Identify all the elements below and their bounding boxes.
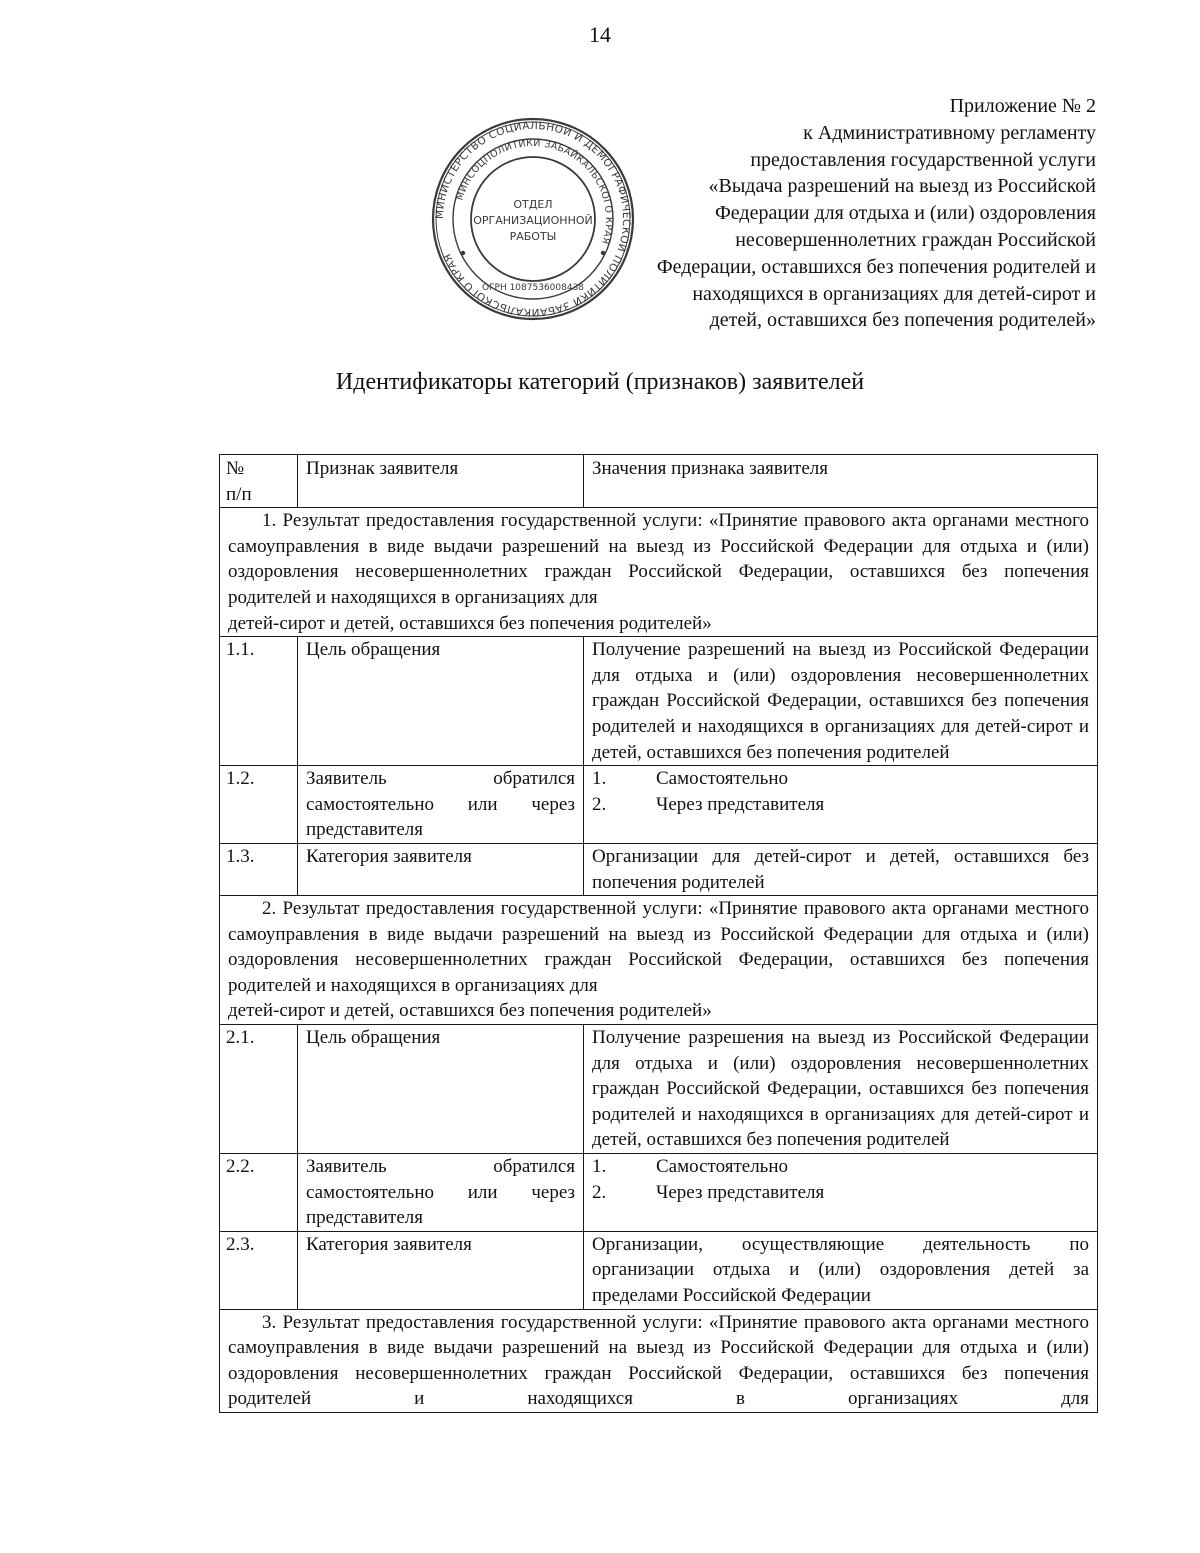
row-number: 1.1.	[220, 637, 298, 766]
row-value: Получение разрешения на выезд из Российской Федерации для отдыха и (или) оздоровления несовершеннолетних граждан Российской Федерации, оставшихся без попечения родителей и находящихся в организациях для детей-сирот и детей, оставшихся без попечения родителей	[584, 1025, 1098, 1154]
row-value-list	[584, 1154, 1098, 1232]
table-row	[220, 637, 1098, 766]
section-heading-last-line: детей-сирот и детей, оставшихся без попечения родителей»	[228, 1000, 712, 1022]
appendix-block	[576, 93, 1096, 334]
row-value: Организации для детей-сирот и детей, оставшихся без попечения родителей	[584, 843, 1098, 895]
appendix-line: находящихся в организациях для детей-сирот и	[692, 282, 1096, 305]
row-feature: Цель обращения	[298, 637, 584, 766]
section-heading	[220, 1309, 1098, 1412]
table-row	[220, 1231, 1098, 1309]
list-item-text: Через представителя	[656, 1181, 825, 1203]
section-heading-last-line: детей-сирот и детей, оставшихся без попечения родителей»	[228, 612, 712, 634]
section-row	[220, 508, 1098, 637]
appendix-line: Федерации, оставшихся без попечения родителей и	[656, 255, 1096, 278]
list-item	[592, 792, 1089, 818]
header-number-cell	[220, 455, 298, 508]
document-title: Идентификаторы категорий (признаков) заявителей	[335, 369, 865, 395]
row-feature: Категория заявителя	[298, 1231, 584, 1309]
section-heading	[220, 896, 1098, 1025]
row-value: Организации, осуществляющие деятельность по организации отдыха и (или) оздоровления детей за пределами Российской Федерации	[584, 1231, 1098, 1309]
section-heading-text: 3. Результат предоставления государственной услуги: «Принятие правового акта органами местного самоуправления в виде выдачи разрешений на выезд из Российской Федерации для отдыха и (или) оздоровления несовершеннолетних граждан Российской Федерации, оставшихся без попечения родителей и находящихся в организациях для	[228, 1311, 1089, 1410]
appendix-line: Федерации для отдыха и (или) оздоровления	[714, 202, 1096, 225]
row-feature	[298, 766, 584, 844]
row-number: 1.3.	[220, 843, 298, 895]
list-item-text: Самостоятельно	[656, 1156, 789, 1178]
list-item	[592, 766, 1089, 792]
section-heading-text: 1. Результат предоставления государственной услуги: «Принятие правового акта органами местного самоуправления в виде выдачи разрешений на выезд из Российской Федерации для отдыха и (или) оздоровления несовершеннолетних граждан Российской Федерации, оставшихся без попечения родителей и находящихся в организациях для	[228, 510, 1089, 608]
row-number: 2.1.	[220, 1025, 298, 1154]
official-stamp	[430, 116, 636, 322]
stamp-center-line: ОТДЕЛ	[513, 198, 553, 211]
row-feature-line: представителя	[306, 1207, 424, 1229]
header-feature: Признак заявителя	[298, 455, 584, 508]
section-heading	[220, 508, 1098, 637]
row-feature-line: самостоятельно или через	[306, 1181, 575, 1203]
row-number: 2.2.	[220, 1154, 298, 1232]
row-feature	[298, 1154, 584, 1232]
stamp-outer-text: МИНИСТЕРСТВО СОЦИАЛЬНОЙ И ДЕМОГРАФИЧЕСКОЙ ПОЛИТИКИ ЗАБАЙКАЛЬСКОГО КРАЯ	[433, 119, 633, 319]
table-row	[220, 1025, 1098, 1154]
header-values: Значения признака заявителя	[584, 455, 1098, 508]
row-feature: Цель обращения	[298, 1025, 584, 1154]
table-row	[220, 843, 1098, 895]
list-item	[592, 1154, 1089, 1180]
section-row	[220, 1309, 1098, 1412]
stamp-ogrn: ОГРН 1087536008438	[481, 283, 585, 293]
list-item-text: Через представителя	[656, 793, 825, 815]
stamp-center-line: РАБОТЫ	[509, 230, 557, 243]
table-row	[220, 1154, 1098, 1232]
row-feature-line: самостоятельно или через	[306, 793, 575, 815]
row-feature-line: Заявитель обратился	[306, 768, 575, 790]
appendix-line: детей, оставшихся без попечения родителей»	[709, 309, 1096, 332]
list-item-number: 2.	[592, 793, 607, 815]
page-number: 14	[589, 22, 611, 47]
row-value-list	[584, 766, 1098, 844]
row-number: 1.2.	[220, 766, 298, 844]
row-value: Получение разрешений на выезд из Российской Федерации для отдыха и (или) оздоровления несовершеннолетних граждан Российской Федерации, оставшихся без попечения родителей и находящихся в организациях для детей-сирот и детей, оставшихся без попечения родителей	[584, 637, 1098, 766]
appendix-line: к Административному регламенту	[803, 121, 1096, 144]
appendix-line: «Выдача разрешений на выезд из Российской	[708, 175, 1096, 198]
section-heading-text: 2. Результат предоставления государственной услуги: «Принятие правового акта органами местного самоуправления в виде выдачи разрешений на выезд из Российской Федерации для отдыха и (или) оздоровления несовершеннолетних граждан Российской Федерации, оставшихся без попечения родителей и находящихся в организациях для	[228, 898, 1089, 996]
stamp-dot	[461, 251, 465, 255]
stamp-dot	[601, 251, 605, 255]
list-item-text: Самостоятельно	[656, 768, 789, 790]
list-item-number: 2.	[592, 1181, 607, 1203]
appendix-line: предоставления государственной услуги	[750, 148, 1096, 171]
row-feature-line: представителя	[306, 819, 424, 841]
list-item-number: 1.	[592, 1156, 607, 1178]
table-header-row	[220, 455, 1098, 508]
header-number-sub: п/п	[226, 483, 252, 505]
appendix-line: Приложение № 2	[949, 95, 1096, 117]
list-item-number: 1.	[592, 768, 607, 790]
stamp-center-line: ОРГАНИЗАЦИОННОЙ	[473, 214, 593, 227]
list-item	[592, 1180, 1089, 1206]
row-feature-line: Заявитель обратился	[306, 1156, 575, 1178]
row-number: 2.3.	[220, 1231, 298, 1309]
appendix-line: несовершеннолетних граждан Российской	[735, 228, 1096, 251]
header-number: №	[226, 458, 245, 479]
section-row	[220, 896, 1098, 1025]
applicant-identifiers-table	[219, 454, 1098, 1413]
stamp-inner-text: МИНСОЦПОЛИТИКИ ЗАБАЙКАЛЬСКОГО КРАЯ	[454, 137, 615, 246]
table-row	[220, 766, 1098, 844]
row-feature: Категория заявителя	[298, 843, 584, 895]
